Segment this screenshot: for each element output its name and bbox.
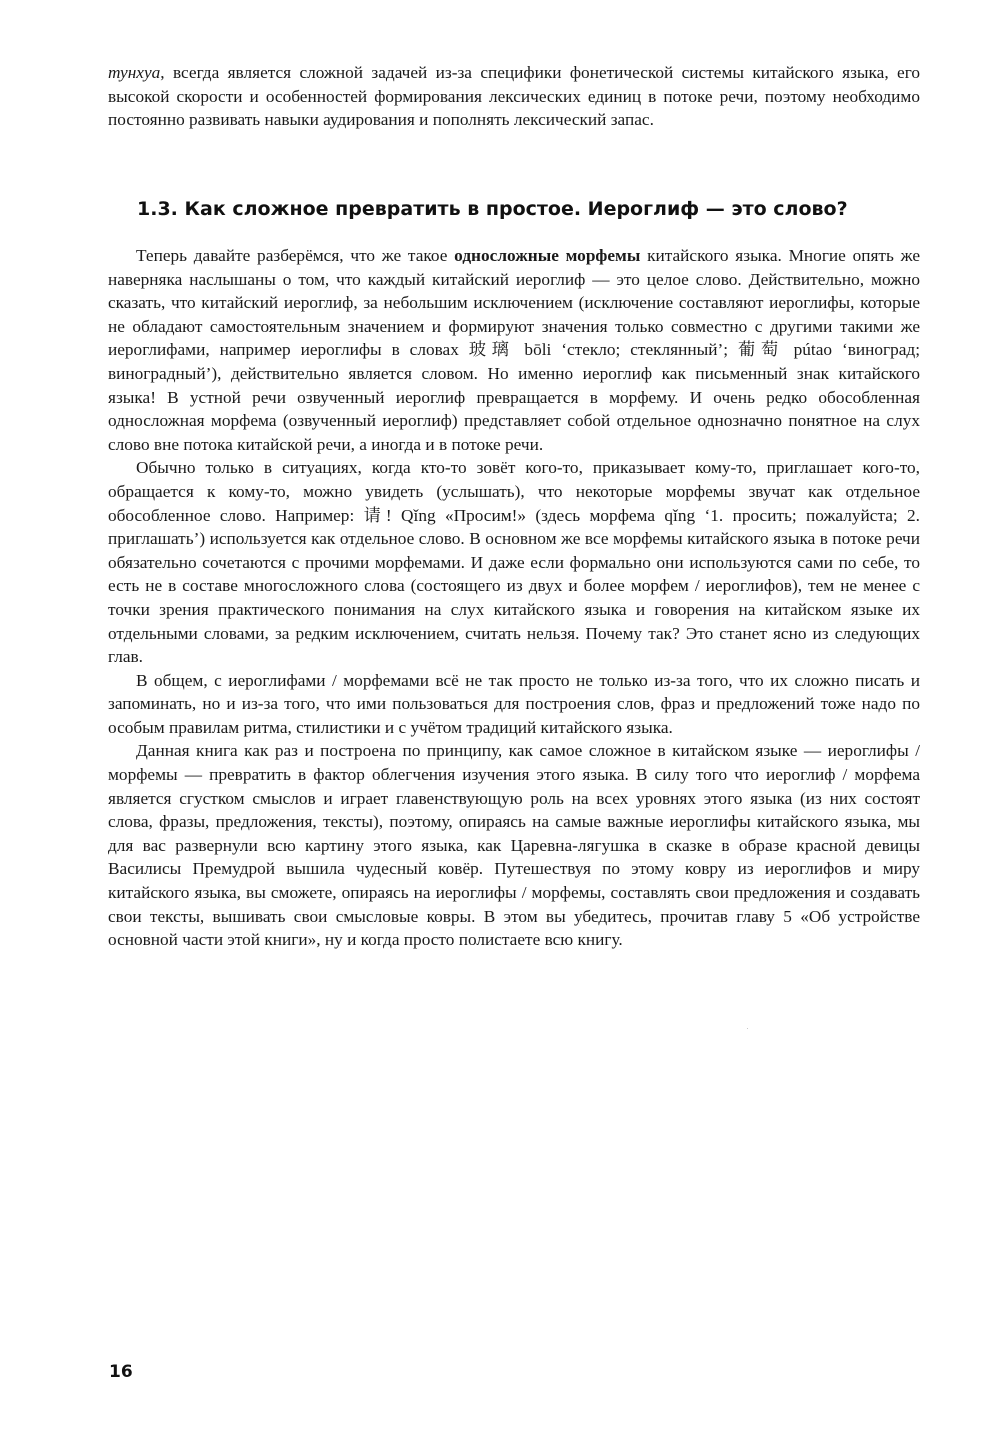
- intro-term: тунхуа: [108, 63, 161, 82]
- paragraph-1: [108, 244, 920, 456]
- intro-paragraph: [108, 61, 920, 132]
- paragraph-1-rest: китайского языка. Многие опять же наверняка наслышаны о том, что каждый китайский иероглиф — это целое слово. Действительно, можно сказать, что китайский иероглиф, за небольшим исключением (исключение составляют иероглифы, которые не обладают самостоятельным значением и формируют значения только совместно с другими такими же иероглифами, например иероглифы в словах 玻璃 bōli ‘стекло; стеклянный’; 葡萄 pútao ‘виноград; виноградный’), действительно является словом. Но именно иероглиф как письменный знак китайского языка! В устной речи озвученный иероглиф превращается в морфему. И очень редко обособленная односложная морфема (озвученный иероглиф) представляет собой отдельное однозначно понятное на слух слово вне потока китайской речи, а иногда и в потоке речи.: [108, 246, 920, 454]
- paragraph-1-bold-term: односложные морфемы: [454, 246, 641, 265]
- paragraph-4: Данная книга как раз и построена по принципу, как самое сложное в китайском языке — иероглифы / морфемы — превратить в фактор облегчения изучения этого языка. В силу того что иероглиф / морфема является сгустком смыслов и играет главенствующую роль на всех уровнях этого языка (из них состоят слова, фразы, предложения, тексты), поэтому, опираясь на самые важные иероглифы китайского языка, мы для вас развернули всю картину этого языка, как Царевна-лягушка в сказке в образе красной девицы Василисы Премудрой вышила чудесный ковёр. Путешествуя по этому ковру из иероглифов и миру китайского языка, вы сможете, опираясь на иероглифы / морфемы, составлять свои предложения и создавать свои тексты, вышивать свои смысловые ковры. В этом вы убедитесь, прочитав главу 5 «Об устройстве основной части этой книги», ну и когда просто полистаете всю книгу.: [108, 741, 920, 950]
- intro-rest: , всегда является сложной задачей из-за специфики фонетической системы китайского языка, его высокой скорости и особенностей формирования лексических единиц в потоке речи, поэтому необходимо постоянно развивать навыки аудирования и пополнять лексический запас.: [108, 63, 920, 130]
- section-heading: 1.3. Как сложное превратить в простое. Иероглиф — это слово?: [137, 198, 848, 220]
- section-body: [108, 244, 920, 952]
- paragraph-3: В общем, с иероглифами / морфемами всё не так просто не только из-за того, что их сложно писать и запоминать, но и из-за того, что ими пользоваться для построения слов, фраз и предложений тоже надо по особым правилам ритма, стилистики и с учётом традиций китайского языка.: [108, 670, 920, 737]
- paragraph-1-lead: Теперь давайте разберёмся, что же такое: [136, 246, 455, 265]
- paragraph-2: Обычно только в ситуациях, когда кто-то зовёт кого-то, приказывает кому-то, приглашает кого-то, обращается к кому-то, можно увидеть (услышать), что некоторые морфемы звучат как отдельное обособленное слово. Например: 请! Qǐng «Просим!» (здесь морфема qǐng ‘1. просить; пожалуйста; 2. приглашать’) используется как отдельное слово. В основном же все морфемы китайского языка в потоке речи обязательно сочетаются с прочими морфемами. И даже если формально они используются сами по себе, то есть не в составе многосложного слова (состоящего из двух и более морфем / иероглифов), тем не менее с точки зрения практического понимания на слух китайского языка и говорения на китайском языке их отдельными словами, за редким исключением, считать нельзя. Почему так? Это станет ясно из следующих глав.: [108, 458, 920, 667]
- scan-artifact: [747, 1028, 748, 1029]
- intro-text: [108, 61, 920, 132]
- page-number: 16: [109, 1362, 133, 1382]
